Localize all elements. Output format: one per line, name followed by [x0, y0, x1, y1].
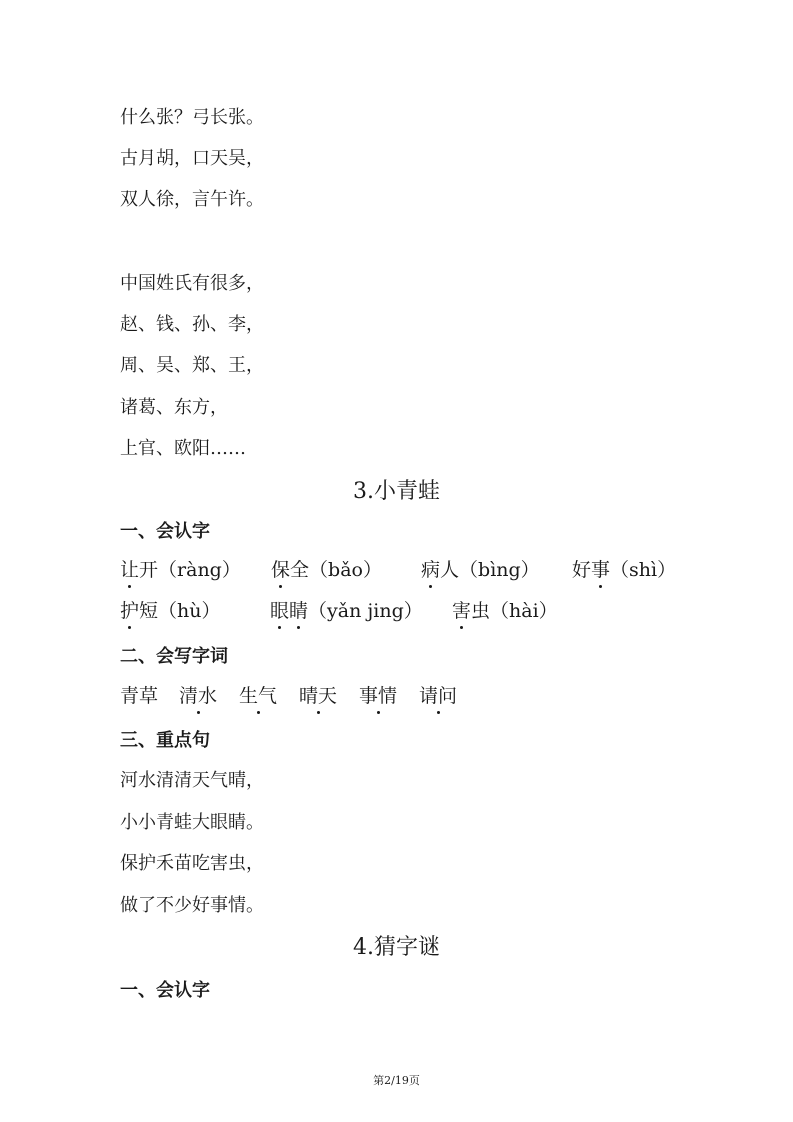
poem-line: 周、吴、郑、王， [120, 355, 264, 376]
lesson-title: 3.小青蛙 [353, 479, 440, 504]
vocab-row [120, 599, 720, 625]
word-item: 清水 [179, 685, 218, 707]
vocab-item: 眼睛（yǎn jing） [270, 600, 423, 622]
word-item: 生气 [239, 685, 278, 707]
lesson-title: 4.猜字谜 [353, 935, 440, 960]
page-footer: 第2/19页 [373, 1074, 420, 1087]
word-item: 请问 [419, 685, 458, 707]
poem-line: 诸葛、东方， [120, 397, 228, 418]
section-heading: 一、会认字 [120, 521, 210, 542]
vocab-item: 保全（bǎo） [271, 559, 382, 581]
vocab-item: 好事（shì） [572, 559, 677, 581]
vocab-item: 护短（hù） [120, 600, 221, 622]
vocab-item: 害虫（hài） [452, 600, 558, 622]
vocab-item: 让开（ràng） [120, 559, 241, 581]
vocab-row [120, 558, 720, 584]
vocab-item: 病人（bìng） [421, 559, 540, 581]
poem-line: 什么张？弓长张。 [120, 107, 264, 128]
key-sentence: 做了不少好事情。 [120, 895, 264, 916]
poem-line: 双人徐，言午许。 [120, 189, 264, 210]
word-row [120, 684, 520, 710]
section-heading: 三、重点句 [120, 730, 210, 751]
section-heading: 二、会写字词 [120, 646, 228, 667]
poem-line: 赵、钱、孙、李， [120, 314, 264, 335]
word-item: 事情 [359, 685, 398, 707]
key-sentence: 保护禾苗吃害虫， [120, 853, 264, 874]
poem-line: 古月胡，口天吴， [120, 148, 264, 169]
poem-line: 上官、欧阳…… [120, 438, 246, 459]
word-item: 晴天 [299, 685, 338, 707]
poem-line: 中国姓氏有很多， [120, 273, 264, 294]
key-sentence: 河水清清天气晴， [120, 770, 264, 791]
key-sentence: 小小青蛙大眼睛。 [120, 812, 264, 833]
section-heading: 一、会认字 [120, 980, 210, 1001]
word-item: 青草 [120, 685, 159, 707]
